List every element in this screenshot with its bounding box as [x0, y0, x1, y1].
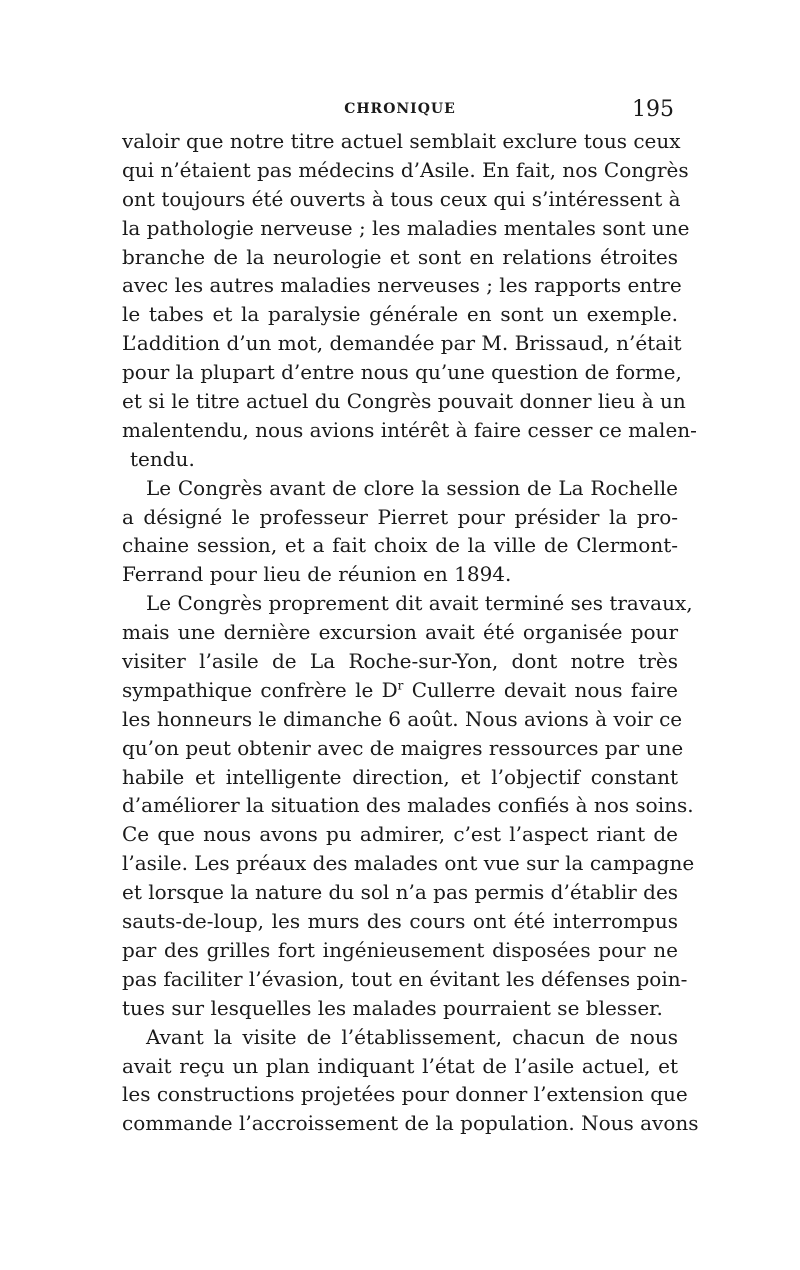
text-line: chaine session, et a fait choix de la ville de Clermont- — [122, 533, 678, 558]
text-line: valoir que notre titre actuel semblait exclure tous ceux — [122, 129, 681, 153]
text-line: mais une dernière excursion avait été organisée pour — [122, 620, 678, 645]
text-line: l’asile. Les préaux des malades ont vue sur la campagne — [122, 851, 695, 876]
text-line: pas faciliter l’évasion, tout en évitant les défenses poin- — [122, 966, 688, 991]
text-line: a désigné le professeur Pierret pour présider la pro- — [122, 504, 678, 529]
running-head — [122, 97, 678, 127]
text-line: sauts-de-loup, les murs des cours ont été interrompus — [122, 909, 678, 934]
text-line: le tabes et la paralysie générale en sont un exemple. — [122, 302, 678, 327]
paragraph-start-line: Avant la visite de l’établissement, chacun de nous — [146, 1024, 678, 1049]
text-line: par des grilles fort ingénieusement disposées pour ne — [122, 937, 678, 962]
paragraph-end-line: tues sur lesquelles les malades pourraient se blesser. — [122, 995, 663, 1020]
text-line: qui n’étaient pas médecins d’Asile. En fait, nos Congrès — [122, 157, 689, 182]
paragraph-start-line: Le Congrès proprement dit avait terminé ses travaux, — [146, 591, 693, 616]
text-line: commande l’accroissement de la population. Nous avons — [122, 1111, 699, 1136]
text-line: d’améliorer la situation des malades confiés à nos soins. — [122, 793, 694, 818]
superscript: r — [397, 678, 404, 693]
paragraph-end-line: Ferrand pour lieu de réunion en 1894. — [122, 562, 512, 587]
text-line: Ce que nous avons pu admirer, c’est l’aspect riant de — [122, 822, 678, 847]
text-line: qu’on peut obtenir avec de maigres ressources par une — [122, 735, 684, 760]
text-line: les honneurs le dimanche 6 août. Nous avions à voir ce — [122, 706, 683, 731]
page-number: 195 — [632, 97, 674, 122]
body-text — [122, 127, 699, 1138]
text-line: avait reçu un plan indiquant l’état de l’asile actuel, et — [122, 1053, 678, 1078]
text-line: branche de la neurologie et sont en relations étroites — [122, 244, 678, 269]
text-line-with-superscript — [122, 676, 678, 705]
text-line: pour la plupart d’entre nous qu’une question de forme, — [122, 360, 682, 385]
running-title: CHRONIQUE — [344, 101, 456, 117]
paragraph-start-line: Le Congrès avant de clore la session de La Rochelle — [146, 475, 678, 500]
text-line: avec les autres maladies nerveuses ; les rapports entre — [122, 273, 682, 298]
text-line: ont toujours été ouverts à tous ceux qui s’intéressent à — [122, 186, 681, 211]
text-line: malentendu, nous avions intérêt à faire cesser ce malen- — [122, 417, 697, 442]
text-line: et si le titre actuel du Congrès pouvait donner lieu à un — [122, 389, 686, 414]
paragraph-end-line: tendu. — [130, 446, 195, 471]
text-line: la pathologie nerveuse ; les maladies mentales sont une — [122, 215, 690, 240]
text-line: les constructions projetées pour donner l’extension que — [122, 1082, 688, 1107]
text-line: et lorsque la nature du sol n’a pas permis d’établir des — [122, 880, 679, 905]
text-line: habile et intelligente direction, et l’objectif constant — [122, 764, 678, 789]
text-segment: Cullerre devait nous faire — [403, 677, 678, 702]
text-line: L’addition d’un mot, demandée par M. Brissaud, n’était — [122, 331, 682, 356]
text-segment: sympathique confrère le D — [122, 677, 398, 702]
text-line: visiter l’asile de La Roche-sur-Yon, dont notre très — [122, 649, 678, 674]
